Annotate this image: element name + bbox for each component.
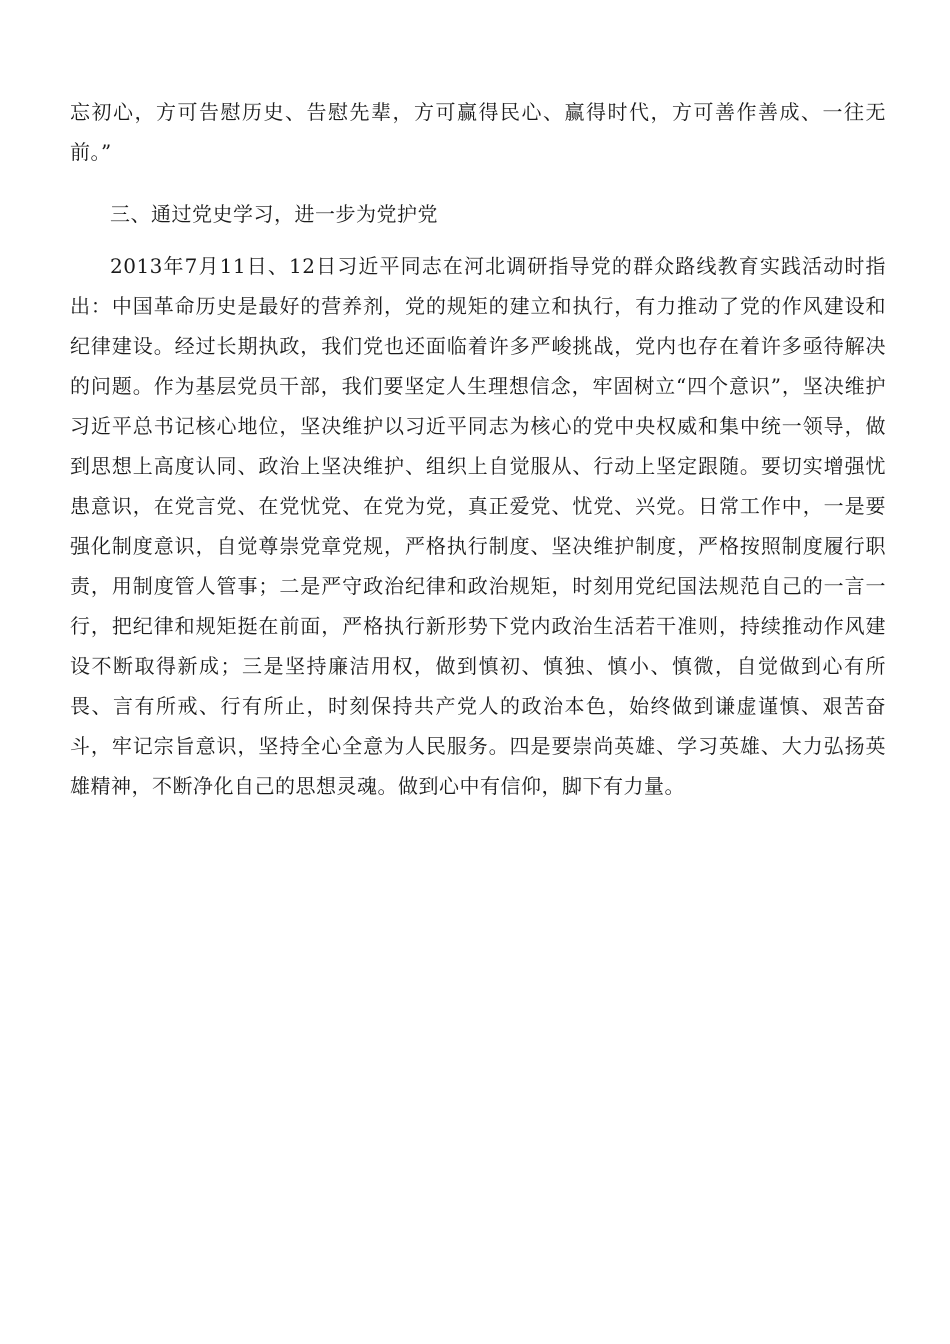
continuation-paragraph: 忘初心，方可告慰历史、告慰先辈，方可赢得民心、赢得时代，方可善作善成、一往无前。”: [70, 100, 886, 164]
body-paragraph: 2013年7月11日、12日习近平同志在河北调研指导党的群众路线教育实践活动时指出：中国革命历史是最好的营养剂，党的规矩的建立和执行，有力推动了党的作风建设和纪律建设。经过长期执政，我们党也还面临着许多严峻挑战，党内也存在着许多亟待解决的问题。作为基层党员干部，我们要坚定人生理想信念，牢固树立“四个意识”，坚决维护习近平总书记核心地位，坚决维护以习近平同志为核心的党中央权威和集中统一领导，做到思想上高度认同、政治上坚决维护、组织上自觉服从、行动上坚定跟随。要切实增强忧患意识，在党言党、在党忧党、在党为党，真正爱党、忧党、兴党。日常工作中，一是要强化制度意识，自觉尊崇党章党规，严格执行制度、坚决维护制度，严格按照制度履行职责，用制度管人管事；二是严守政治纪律和政治规矩，时刻用党纪国法规范自己的一言一行，把纪律和规矩挺在前面，严格执行新形势下党内政治生活若干准则，持续推动作风建设不断取得新成；三是坚持廉洁用权，做到慎初、慎独、慎小、慎微，自觉做到心有所畏、言有所戒、行有所止，时刻保持共产党人的政治本色，始终做到谦虚谨慎、艰苦奋斗，牢记宗旨意识，坚持全心全意为人民服务。四是要崇尚英雄、学习英雄、大力弘扬英雄精神，不断净化自己的思想灵魂。做到心中有信仰，脚下有力量。: [70, 254, 886, 798]
section-heading: 三、通过党史学习，进一步为党护党: [110, 202, 438, 226]
